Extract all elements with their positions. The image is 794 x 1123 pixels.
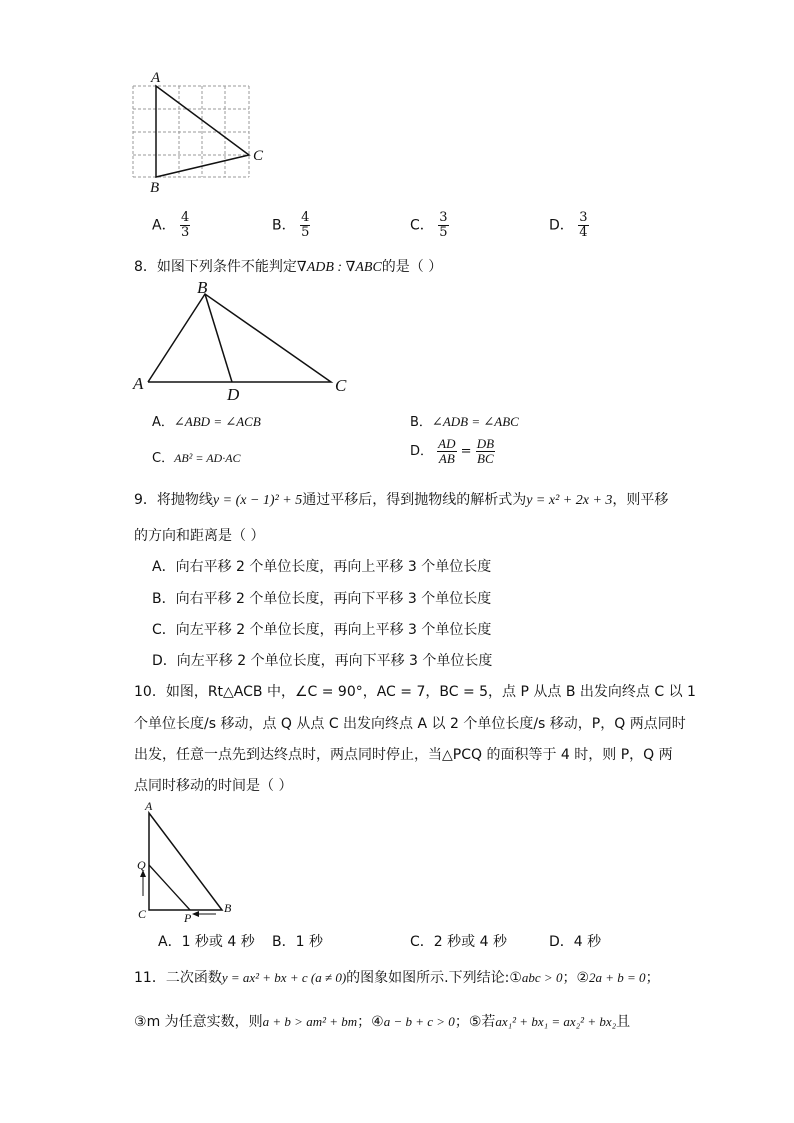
- q7-option-a[interactable]: A． $\frac{4}{3}$: [152, 210, 190, 240]
- q10-option-b[interactable]: B．1 秒: [272, 934, 323, 950]
- q7-option-b[interactable]: B． $\frac{4}{5}$: [272, 210, 310, 240]
- q10-option-a[interactable]: A．1 秒或 4 秒: [158, 934, 255, 950]
- q10-label-q: Q: [137, 858, 146, 872]
- q8-option-a[interactable]: A．∠ABD = ∠ACB: [152, 414, 261, 430]
- q9-stem-line1: 9．将抛物线y = (x − 1)² + 5通过平移后，得到抛物线的解析式为y = x² + 2x + 3，则平移: [134, 492, 669, 508]
- q9-option-d[interactable]: D．向左平移 2 个单位长度，再向下平移 3 个单位长度: [152, 653, 493, 669]
- triangle-abc: [148, 294, 331, 382]
- q7-label-b: B: [150, 180, 160, 194]
- q10-stem-line3: 出发，任意一点先到达终点时，两点同时停止，当△PCQ 的面积等于 4 时，则 P，Q 两: [134, 747, 673, 763]
- q10-stem-line4: 点同时移动的时间是（ ）: [134, 778, 293, 794]
- grid-lines: [133, 86, 249, 177]
- q9-option-a[interactable]: A．向右平移 2 个单位长度，再向上平移 3 个单位长度: [152, 559, 492, 575]
- fraction: $\frac{AD}{AB}$: [438, 436, 456, 466]
- fraction: $\frac{3}{4}$: [579, 210, 588, 240]
- q8-option-b[interactable]: B．∠ADB = ∠ABC: [410, 414, 519, 430]
- q9-stem-line2: 的方向和距离是（ ）: [134, 528, 265, 544]
- q8-label-b: B: [197, 278, 208, 297]
- q8-option-d[interactable]: D． $\frac{AD}{AB}$ = $\frac{DB}{BC}$: [410, 436, 495, 466]
- segment-bd: [205, 294, 232, 382]
- q8-option-c[interactable]: C．AB² = AD·AC: [152, 451, 241, 466]
- q10-triangle-figure: [134, 798, 244, 923]
- q10-stem-line2: 个单位长度/s 移动，点 Q 从点 C 出发向终点 A 以 2 个单位长度/s 移动，P，Q 两点同时: [134, 716, 686, 732]
- q10-label-p: P: [184, 911, 192, 923]
- fraction: $\frac{3}{5}$: [439, 210, 448, 240]
- q10-stem-line1: 10．如图，Rt△ACB 中，∠C = 90°，AC = 7，BC = 5，点 P 从点 B 出发向终点 C 以 1: [134, 684, 696, 700]
- arrow-left-head: [192, 911, 199, 917]
- fraction: $\frac{DB}{BC}$: [476, 436, 495, 466]
- q7-label-a: A: [151, 70, 161, 86]
- q7-label-c: C: [253, 148, 264, 164]
- q8-label-d: D: [227, 385, 240, 402]
- q11-stem-line1: 11．二次函数y = ax² + bx + c (a ≠ 0)的图象如图所示.下列结论:①abc > 0；②2a + b = 0；: [134, 970, 660, 986]
- fraction: $\frac{4}{3}$: [181, 210, 190, 240]
- q7-option-c[interactable]: C． $\frac{3}{5}$: [410, 210, 448, 240]
- q7-option-d[interactable]: D． $\frac{3}{4}$: [549, 210, 588, 240]
- q10-label-b: B: [224, 901, 232, 915]
- segment-qp: [149, 865, 190, 910]
- q8-label-c: C: [335, 376, 347, 395]
- q8-stem: 8．如图下列条件不能判定∇ADB : ∇ABC的是（ ）: [134, 259, 443, 275]
- q7-grid-figure: [128, 64, 278, 194]
- q10-label-a: A: [145, 799, 153, 813]
- q10-option-d[interactable]: D．4 秒: [549, 934, 602, 950]
- q8-triangle-figure: [128, 276, 358, 402]
- q10-label-c: C: [138, 907, 147, 921]
- q9-option-c[interactable]: C．向左平移 2 个单位长度，再向上平移 3 个单位长度: [152, 622, 492, 638]
- q10-option-c[interactable]: C．2 秒或 4 秒: [410, 934, 507, 950]
- q8-label-a: A: [133, 374, 144, 393]
- q11-stem-line2: ③m 为任意实数，则a + b > am² + bm；④a − b + c > 0；⑤若ax₁² + bx₁ = ax₂² + bx₂且: [134, 1014, 631, 1030]
- fraction: $\frac{4}{5}$: [301, 210, 310, 240]
- q9-option-b[interactable]: B．向右平移 2 个单位长度，再向下平移 3 个单位长度: [152, 591, 492, 607]
- triangle-acb: [149, 813, 222, 910]
